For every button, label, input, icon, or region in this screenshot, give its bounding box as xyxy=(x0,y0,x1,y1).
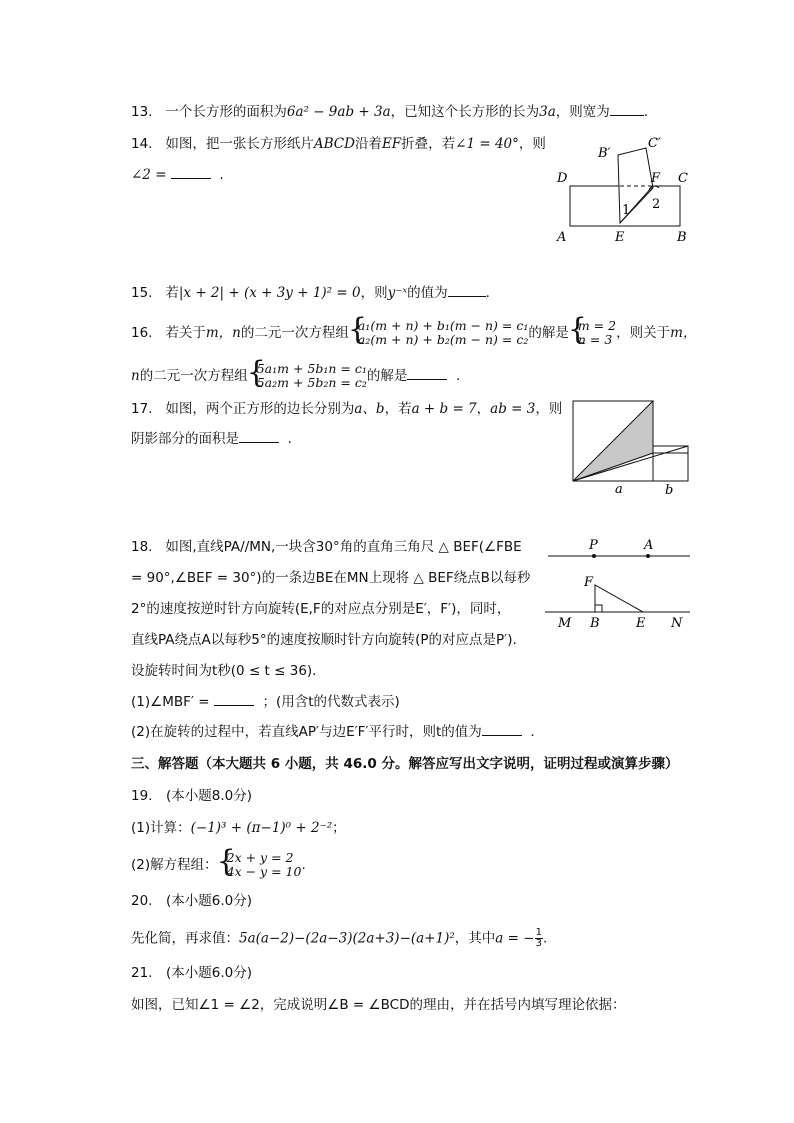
fig14-label-2: 2 xyxy=(652,197,661,212)
question-18-part2: (2)在旋转的过程中，若直线AP′与边E′F′平行时，则t的值为 . xyxy=(131,724,535,740)
question-20-head: 20. (本小题6.0分) xyxy=(131,893,252,909)
question-16-line2: n的二元一次方程组 { 5a₁m + 5b₁n = c₁ 5a₂m + 5b₂n = c₂ 的解是 . xyxy=(131,362,460,390)
q20-fraction: $\frac{1}{3}$ xyxy=(535,927,542,949)
question-15: 15. 若|x + 2| + (x + 3y + 1)² = 0，则y⁻ˣ的值为 . xyxy=(131,285,490,301)
question-18-line1: 18. 如图,直线PA//MN,一块含30°角的直角三角尺 △ BEF(∠FBE xyxy=(131,539,522,555)
fig14-label-D: D xyxy=(557,171,568,186)
question-18-line5: 设旋转时间为t秒(0 ≤ t ≤ 36)． xyxy=(131,663,326,679)
fig18-label-P: P xyxy=(589,538,598,553)
fig14-label-B1: B′ xyxy=(598,146,611,161)
question-14-line2: ∠2 = . xyxy=(131,167,224,183)
fig18-label-F: F xyxy=(584,575,594,590)
figure-18 xyxy=(540,535,695,635)
question-19-head: 19. (本小题8.0分) xyxy=(131,788,252,804)
question-19-part1: (1)计算：(−1)³ + (π−1)⁰ + 2⁻²； xyxy=(131,820,346,836)
fig14-label-C: C xyxy=(678,171,688,186)
question-18-line4: 直线PA绕点A以每秒5°的速度按顺时针方向旋转(P的对应点是P′). xyxy=(131,632,517,648)
fig18-label-E: E xyxy=(636,616,646,631)
question-18-part1: (1)∠MBF′ = ；(用含t的代数式表示) xyxy=(131,694,400,710)
figure-17 xyxy=(565,393,700,503)
fig14-label-B: B xyxy=(677,230,687,245)
fig18-label-A: A xyxy=(644,538,654,553)
q16-system-1: { a₁(m + n) + b₁(m − n) = c₁ a₂(m + n) + b₂(m − n) = c₂ xyxy=(349,319,528,347)
question-17: 17. 如图，两个正方形的边长分别为a、b，若a + b = 7，ab = 3，则 xyxy=(131,401,563,417)
fig14-label-F: F xyxy=(651,171,661,186)
fig14-label-E: E xyxy=(615,230,625,245)
question-18-line3: 2°的速度按逆时针方向旋转(E,F的对应点分别是E′，F′)，同时， xyxy=(131,601,511,617)
fig14-label-C1: C′ xyxy=(648,136,661,151)
question-14: 14. 如图，把一张长方形纸片ABCD沿着EF折叠，若∠1 = 40°，则 xyxy=(131,136,546,152)
question-21-head: 21. (本小题6.0分) xyxy=(131,965,252,981)
question-20-body: 先化简，再求值：5a(a−2)−(2a−3)(2a+3)−(a+1)²，其中a = − $\frac{1}{3}$ . xyxy=(131,927,548,949)
question-13: 13. 一个长方形的面积为6a² − 9ab + 3a，已知这个长方形的长为3a，则宽为 . xyxy=(131,104,649,120)
q16-solution: { m = 2 n = 3 xyxy=(569,319,616,347)
q19-system: { 2x + y = 2 4x − y = 10 xyxy=(218,851,302,879)
fig18-label-M: M xyxy=(558,616,572,631)
question-16: 16. 若关于m，n的二元一次方程组 { a₁(m + n) + b₁(m − n) = c₁ a₂(m + n) + b₂(m − n) = c₂ 的解是 { m = 2 n = 3 ，则关于m， xyxy=(131,319,696,347)
fig17-label-b: b xyxy=(665,483,674,498)
section-3-heading: 三、解答题（本大题共 6 小题，共 46.0 分。解答应写出文字说明，证明过程或演算步骤） xyxy=(131,756,679,772)
q16-system-2: { 5a₁m + 5b₁n = c₁ 5a₂m + 5b₂n = c₂ xyxy=(248,362,367,390)
figure-14 xyxy=(550,128,700,253)
fig18-label-N: N xyxy=(671,616,683,631)
fig17-label-a: a xyxy=(615,482,623,497)
fig14-label-A: A xyxy=(557,230,567,245)
fig14-label-1: 1 xyxy=(622,203,631,218)
fig18-label-B: B xyxy=(590,616,600,631)
question-21-body: 如图，已知∠1 = ∠2，完成说明∠B = ∠BCD的理由，并在括号内填写理论依据： xyxy=(131,997,626,1013)
question-17-line2: 阴影部分的面积是 . xyxy=(131,431,292,447)
question-18-line2: = 90°,∠BEF = 30°)的一条边BE在MN上现将 △ BEF绕点B以每秒 xyxy=(131,570,531,586)
question-19-part2: (2)解方程组： { 2x + y = 2 4x − y = 10 . xyxy=(131,851,306,879)
